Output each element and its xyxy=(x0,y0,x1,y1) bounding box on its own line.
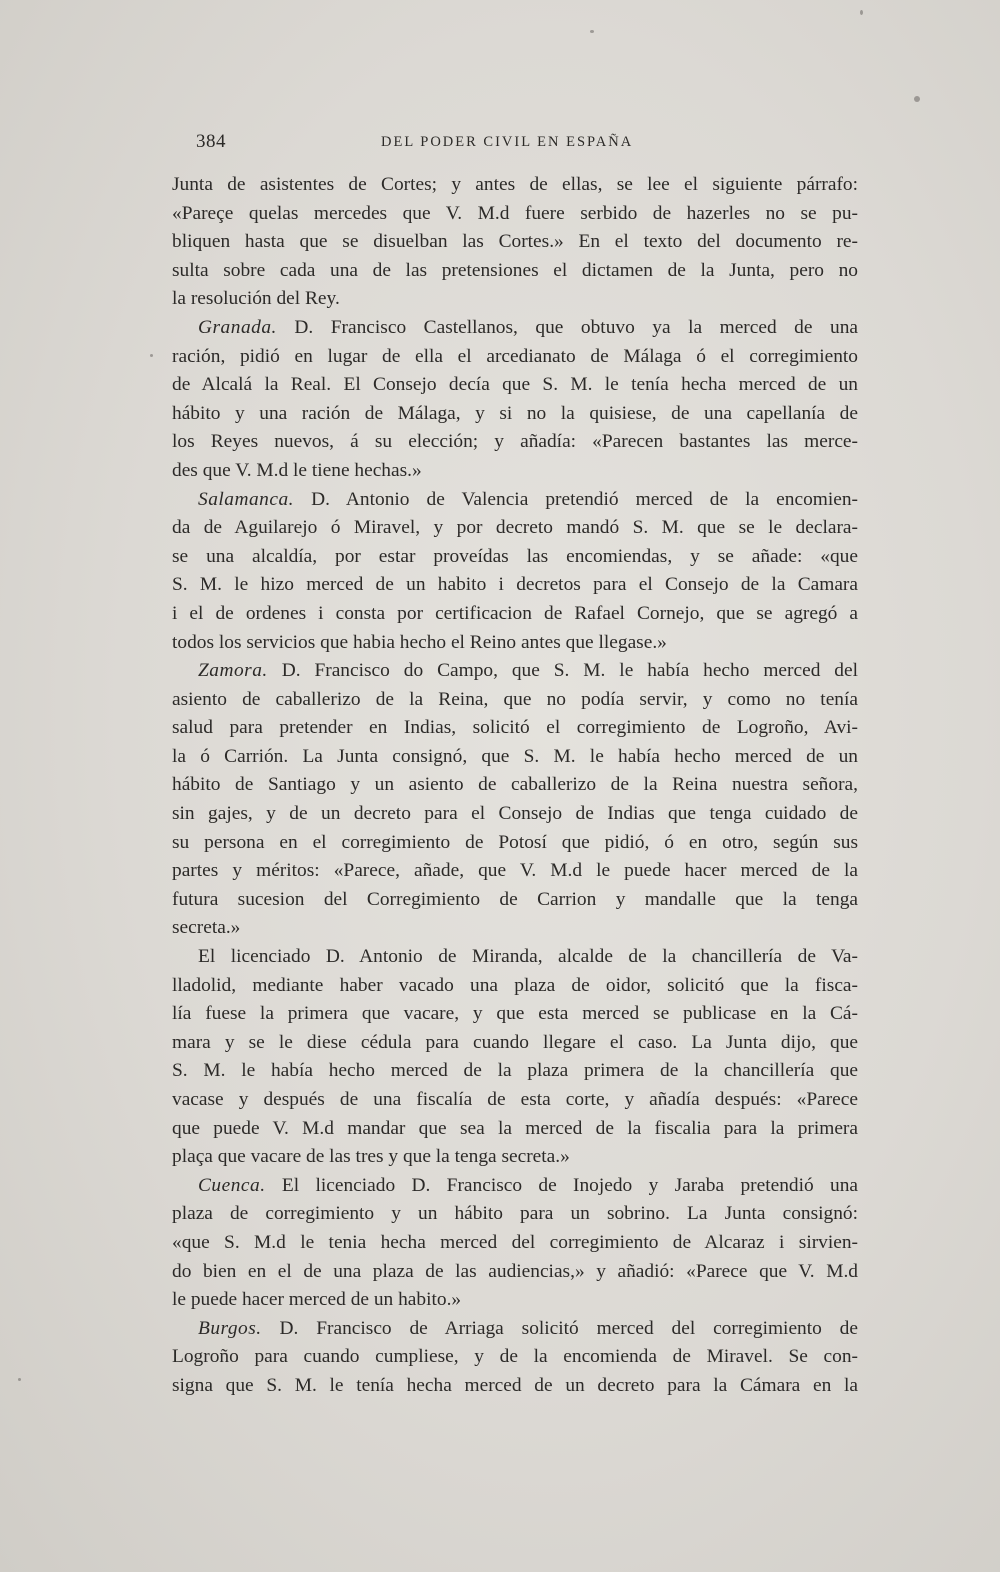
text-line xyxy=(172,686,858,715)
text-line xyxy=(172,800,858,829)
line-text: que puede V. M.d mandar que sea la merced de la fiscalia para la primera xyxy=(172,1117,858,1139)
line-text: «Pareçe quelas mercedes que V. M.d fuere serbido de hazerles no se pu- xyxy=(172,202,858,224)
line-text: da de Aguilarejo ó Miravel, y por decreto mandó S. M. que se le declara- xyxy=(172,517,858,539)
text-line xyxy=(172,886,858,915)
paper-speck xyxy=(860,10,863,15)
text-line xyxy=(172,829,858,858)
text-line xyxy=(172,200,858,229)
page-number: 384 xyxy=(196,131,226,152)
line-text: sulta sobre cada una de las pretensiones el dictamen de la Junta, pero no xyxy=(172,259,858,281)
paper-speck xyxy=(18,1378,21,1381)
text-line xyxy=(172,428,858,457)
text-line xyxy=(172,171,858,200)
text-line xyxy=(172,629,858,658)
text-line xyxy=(172,1343,858,1372)
paper-speck xyxy=(914,96,920,102)
line-text: Junta de asistentes de Cortes; y antes de ellas, se lee el siguiente párrafo: xyxy=(172,174,858,195)
running-title: DEL PODER CIVIL EN ESPAÑA xyxy=(381,134,634,150)
line-text: S. M. le había hecho merced de la plaza primera de la chancillería que xyxy=(172,1060,858,1082)
line-text: El licenciado D. Antonio de Miranda, alcalde de la chancillería de Va- xyxy=(198,946,858,968)
line-text: Logroño para cuando cumpliese, y de la encomienda de Miravel. Se con- xyxy=(172,1346,858,1368)
line-text: futura sucesion del Corregimiento de Carrion y mandalle que la tenga xyxy=(172,888,858,910)
text-line xyxy=(172,1200,858,1229)
line-text: signa que S. M. le tenía hecha merced de un decreto para la Cámara en la xyxy=(172,1374,858,1396)
text-line xyxy=(172,1172,858,1201)
text-line xyxy=(172,972,858,1001)
text-line xyxy=(172,743,858,772)
text-line xyxy=(172,486,858,515)
line-text: hábito y una ración de Málaga, y si no la quisiese, de una capellanía de xyxy=(172,402,858,424)
line-text: lladolid, mediante haber vacado una plaza de oidor, solicitó que la fisca- xyxy=(172,974,858,996)
text-line xyxy=(172,314,858,343)
text-line xyxy=(172,1115,858,1144)
paper-speck xyxy=(150,354,153,357)
text-line xyxy=(172,1286,858,1315)
line-text: D. Francisco Castellanos, que obtuvo ya la merced de una xyxy=(276,316,858,338)
line-text: partes y méritos: «Parece, añade, que V. M.d le puede hacer merced de la xyxy=(172,860,858,882)
text-line xyxy=(172,371,858,400)
text-line xyxy=(172,657,858,686)
text-line xyxy=(172,1000,858,1029)
line-text: todos los servicios que habia hecho el Reino antes que llegase.» xyxy=(172,631,667,653)
line-text: D. Francisco do Campo, que S. M. le había hecho merced del xyxy=(267,660,858,682)
line-text: D. Francisco de Arriaga solicitó merced del corregimiento de xyxy=(261,1317,858,1339)
place-heading: Burgos. xyxy=(198,1317,262,1339)
line-text: hábito de Santiago y un asiento de caballerizo de la Reina nuestra señora, xyxy=(172,774,858,796)
line-text: secreta.» xyxy=(172,917,241,939)
text-line xyxy=(172,1315,858,1344)
paper-speck xyxy=(590,30,594,33)
text-line xyxy=(172,857,858,886)
line-text: la ó Carrión. La Junta consignó, que S. M. le había hecho merced de un xyxy=(172,745,858,767)
text-line xyxy=(172,714,858,743)
text-line xyxy=(172,514,858,543)
line-text: des que V. M.d le tiene hechas.» xyxy=(172,459,422,481)
line-text: D. Antonio de Valencia pretendió merced de la encomien- xyxy=(294,488,858,510)
line-text: plaça que vacare de las tres y que la tenga secreta.» xyxy=(172,1146,570,1168)
place-heading: Salamanca. xyxy=(198,488,295,510)
text-line xyxy=(172,771,858,800)
page-header xyxy=(196,131,860,161)
text-line xyxy=(172,1143,858,1172)
line-text: se una alcaldía, por estar proveídas las encomiendas, y se añade: «que xyxy=(172,545,858,567)
text-line xyxy=(172,1258,858,1287)
place-heading: Zamora. xyxy=(198,660,268,682)
text-line xyxy=(172,457,858,486)
line-text: plaza de corregimiento y un hábito para un sobrino. La Junta consignó: xyxy=(172,1203,858,1225)
line-text: le puede hacer merced de un habito.» xyxy=(172,1289,462,1311)
text-line xyxy=(172,343,858,372)
line-text: la resolución del Rey. xyxy=(172,288,340,310)
line-text: mara y se le diese cédula para cuando llegare el caso. La Junta dijo, que xyxy=(172,1031,858,1053)
line-text: lía fuese la primera que vacare, y que esta merced se publicase en la Cá- xyxy=(172,1003,858,1025)
body-text xyxy=(172,171,858,1401)
line-text: ración, pidió en lugar de ella el arcedianato de Málaga ó el corregimiento xyxy=(172,345,858,367)
text-line xyxy=(172,400,858,429)
text-line xyxy=(172,600,858,629)
line-text: «que S. M.d le tenia hecha merced del corregimiento de Alcaraz i sirvien- xyxy=(172,1231,858,1253)
text-line xyxy=(172,257,858,286)
text-line xyxy=(172,1086,858,1115)
line-text: de Alcalá la Real. El Consejo decía que S. M. le tenía hecha merced de un xyxy=(172,374,858,396)
text-line xyxy=(172,1029,858,1058)
line-text: El licenciado D. Francisco de Inojedo y Jaraba pretendió una xyxy=(265,1174,858,1196)
line-text: los Reyes nuevos, á su elección; y añadía: «Parecen bastantes las merce- xyxy=(172,431,858,453)
text-line xyxy=(172,1057,858,1086)
line-text: vacase y después de una fiscalía de esta corte, y añadía después: «Parece xyxy=(172,1089,858,1110)
line-text: S. M. le hizo merced de un habito i decretos para el Consejo de la Camara xyxy=(172,574,858,596)
line-text: sin gajes, y de un decreto para el Consejo de Indias que tenga cuidado de xyxy=(172,803,858,825)
text-line xyxy=(172,571,858,600)
line-text: bliquen hasta que se disuelban las Cortes.» En el texto del documento re- xyxy=(172,231,858,253)
place-heading: Cuenca. xyxy=(198,1174,266,1196)
text-line xyxy=(172,543,858,572)
line-text: i el de ordenes i consta por certificacion de Rafael Cornejo, que se agregó a xyxy=(172,602,858,624)
line-text: asiento de caballerizo de la Reina, que no podía servir, y como no tenía xyxy=(172,688,858,710)
place-heading: Granada. xyxy=(198,316,277,338)
line-text: salud para pretender en Indias, solicitó el corregimiento de Logroño, Avi- xyxy=(172,717,858,739)
text-line xyxy=(172,1372,858,1401)
text-line xyxy=(172,914,858,943)
line-text: su persona en el corregimiento de Potosí que pidió, ó en otro, según sus xyxy=(172,831,858,853)
text-line xyxy=(172,943,858,972)
text-line xyxy=(172,1229,858,1258)
text-line xyxy=(172,228,858,257)
line-text: do bien en el de una plaza de las audiencias,» y añadió: «Parece que V. M.d xyxy=(172,1260,858,1282)
text-line xyxy=(172,285,858,314)
